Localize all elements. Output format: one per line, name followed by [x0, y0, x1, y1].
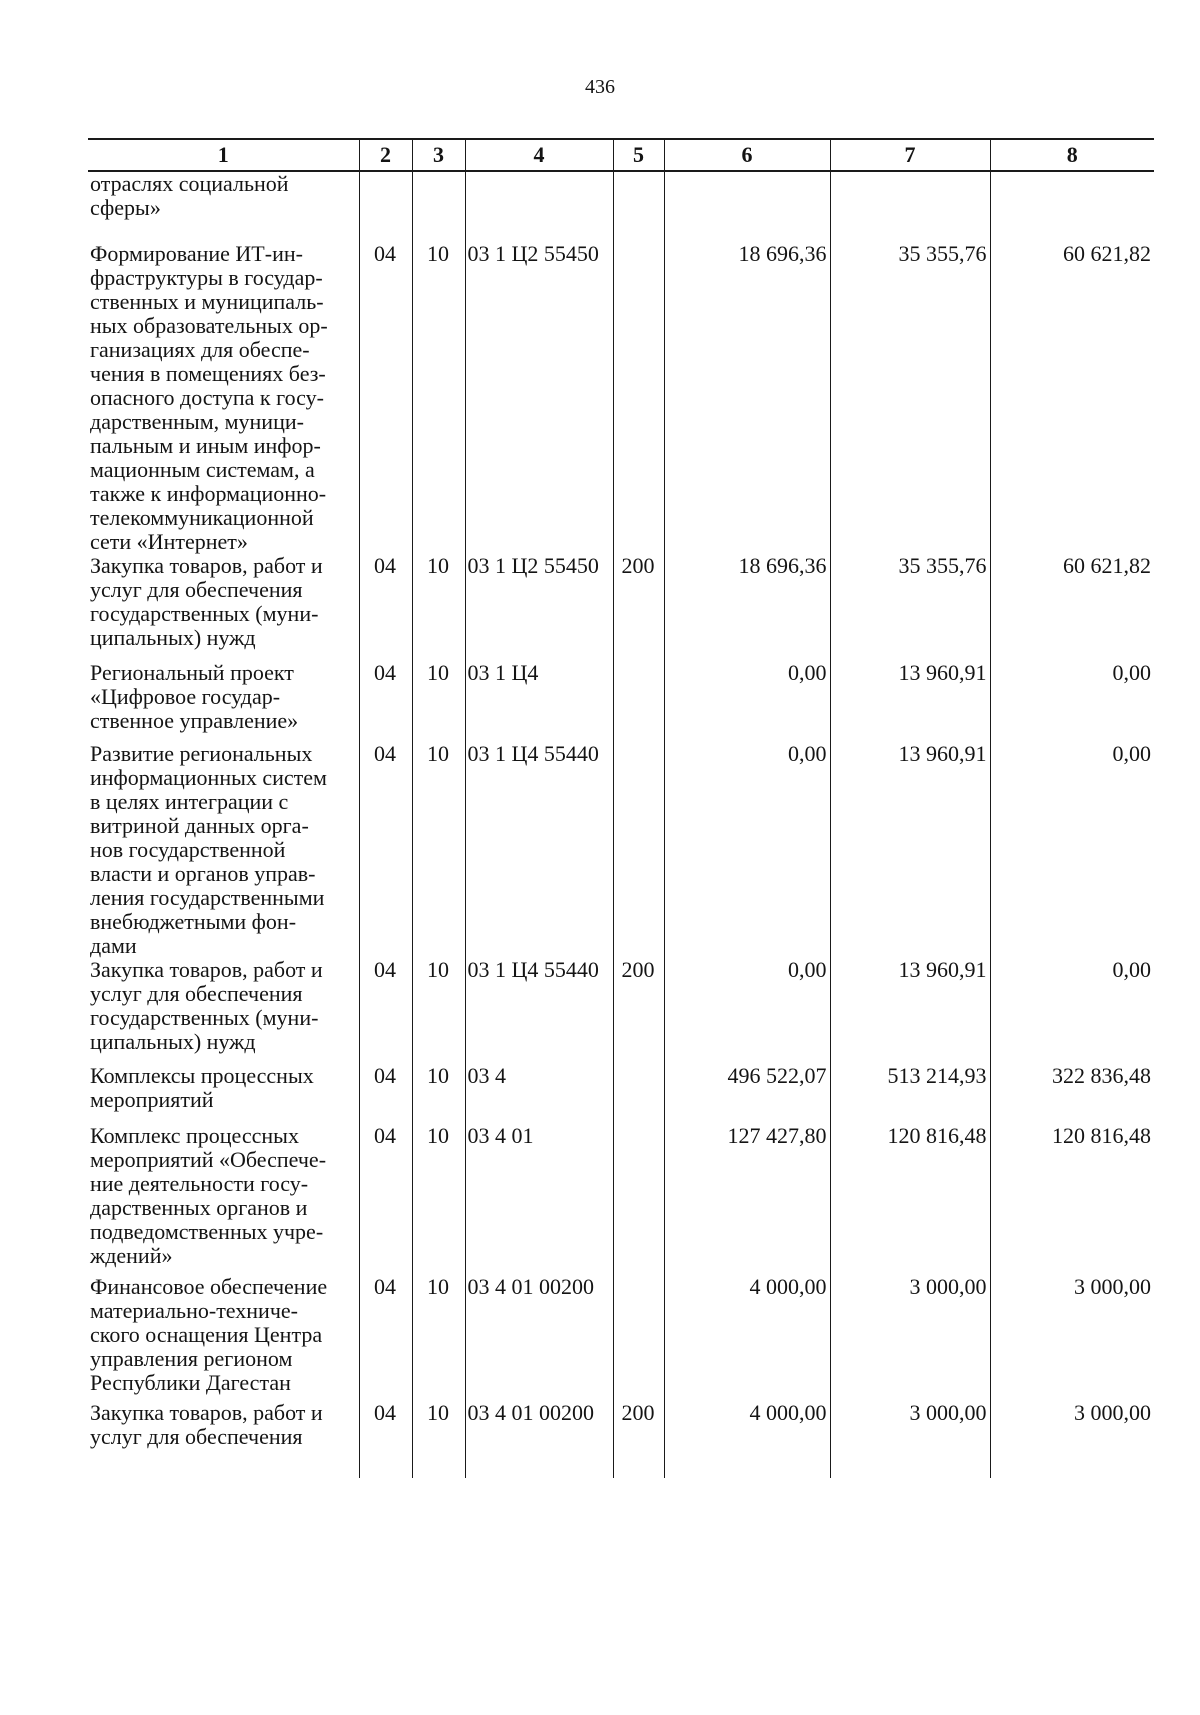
cell-col-6: 4 000,00: [664, 1401, 830, 1478]
row-name-line: информационных систем: [90, 765, 327, 790]
cell-col-6: 0,00: [664, 742, 830, 958]
row-name: [88, 554, 359, 661]
cell-col-3: 10: [412, 554, 465, 661]
table-row: [88, 1275, 1154, 1401]
cell-col-5: [613, 742, 664, 958]
cell-col-6: 0,00: [664, 661, 830, 742]
row-name-line: Республики Дагестан: [90, 1370, 291, 1395]
row-name-line: в целях интеграции с: [90, 789, 289, 814]
row-name-line: услуг для обеспечения: [90, 1424, 303, 1449]
row-name: [88, 171, 359, 242]
cell-col-2: [359, 171, 412, 242]
row-name-line: ственных и муниципаль-: [90, 289, 324, 314]
cell-col-7: 13 960,91: [830, 958, 990, 1064]
cell-col-8: 0,00: [990, 661, 1154, 742]
row-name-line: ского оснащения Центра: [90, 1322, 323, 1347]
row-name-line: Развитие региональных: [90, 741, 313, 766]
row-name: [88, 1401, 359, 1478]
row-name-line: сферы»: [90, 195, 161, 220]
header-col-8: 8: [990, 139, 1154, 171]
row-name: [88, 1064, 359, 1124]
header-col-6: 6: [664, 139, 830, 171]
table-row: [88, 171, 1154, 242]
cell-col-8: 60 621,82: [990, 554, 1154, 661]
cell-col-8: 0,00: [990, 742, 1154, 958]
cell-col-8: 3 000,00: [990, 1401, 1154, 1478]
row-name-line: фраструктуры в государ-: [90, 265, 323, 290]
cell-col-4: 03 1 Ц2 55450: [465, 242, 613, 554]
budget-table: [88, 138, 1154, 1478]
cell-col-4: 03 4 01 00200: [465, 1275, 613, 1401]
table-row: [88, 554, 1154, 661]
cell-col-3: 10: [412, 242, 465, 554]
table-row: [88, 1401, 1154, 1478]
cell-col-5: 200: [613, 1401, 664, 1478]
table-row: [88, 1124, 1154, 1275]
cell-col-4: 03 1 Ц4: [465, 661, 613, 742]
row-name-line: ственное управление»: [90, 708, 299, 733]
cell-col-8: 3 000,00: [990, 1275, 1154, 1401]
row-name-line: мероприятий «Обеспече-: [90, 1147, 327, 1172]
cell-col-6: 18 696,36: [664, 554, 830, 661]
cell-col-5: [613, 242, 664, 554]
cell-col-6: 496 522,07: [664, 1064, 830, 1124]
cell-col-6: 4 000,00: [664, 1275, 830, 1401]
cell-col-7: 513 214,93: [830, 1064, 990, 1124]
row-name-line: Комплексы процессных: [90, 1063, 314, 1088]
cell-col-6: [664, 171, 830, 242]
row-name-line: Финансовое обеспечение: [90, 1274, 328, 1299]
row-name-line: Формирование ИТ-ин-: [90, 241, 303, 266]
cell-col-5: [613, 1124, 664, 1275]
row-name-line: услуг для обеспечения: [90, 577, 303, 602]
cell-col-2: 04: [359, 661, 412, 742]
table-row: [88, 958, 1154, 1064]
header-col-1: 1: [88, 139, 359, 171]
row-name-line: ципальных) нужд: [90, 625, 256, 650]
cell-col-8: [990, 171, 1154, 242]
row-name-line: мационным системам, а: [90, 457, 315, 482]
cell-col-8: 60 621,82: [990, 242, 1154, 554]
row-name: [88, 958, 359, 1064]
cell-col-3: 10: [412, 1401, 465, 1478]
cell-col-7: 13 960,91: [830, 661, 990, 742]
row-name-line: ганизациях для обеспе-: [90, 337, 310, 362]
row-name: [88, 242, 359, 554]
cell-col-3: 10: [412, 742, 465, 958]
row-name-line: телекоммуникационной: [90, 505, 314, 530]
cell-col-3: 10: [412, 1275, 465, 1401]
cell-col-3: 10: [412, 1064, 465, 1124]
cell-col-7: 120 816,48: [830, 1124, 990, 1275]
row-name-line: ние деятельности госу-: [90, 1171, 309, 1196]
table-row: [88, 1064, 1154, 1124]
row-name-line: государственных (муни-: [90, 601, 319, 626]
cell-col-5: [613, 1275, 664, 1401]
row-name-line: управления регионом: [90, 1346, 293, 1371]
table-row: [88, 242, 1154, 554]
table-body: [88, 171, 1154, 1478]
cell-col-7: [830, 171, 990, 242]
row-name-line: отраслях социальной: [90, 171, 289, 196]
row-name-line: пальным и иным инфор-: [90, 433, 321, 458]
row-name-line: ления государственными: [90, 885, 325, 910]
header-col-3: 3: [412, 139, 465, 171]
cell-col-2: 04: [359, 1064, 412, 1124]
row-name-line: мероприятий: [90, 1087, 214, 1112]
row-name-line: Закупка товаров, работ и: [90, 1400, 323, 1425]
table-row: [88, 661, 1154, 742]
cell-col-4: 03 1 Ц4 55440: [465, 742, 613, 958]
cell-col-4: 03 1 Ц4 55440: [465, 958, 613, 1064]
row-name-line: государственных (муни-: [90, 1005, 319, 1030]
cell-col-4: 03 1 Ц2 55450: [465, 554, 613, 661]
page-number: 436: [585, 76, 615, 98]
row-name-line: внебюджетными фон-: [90, 909, 297, 934]
cell-col-8: 0,00: [990, 958, 1154, 1064]
row-name-line: опасного доступа к госу-: [90, 385, 324, 410]
cell-col-4: 03 4 01 00200: [465, 1401, 613, 1478]
cell-col-3: 10: [412, 958, 465, 1064]
row-name-line: также к информационно-: [90, 481, 327, 506]
cell-col-5: 200: [613, 958, 664, 1064]
row-name-line: услуг для обеспечения: [90, 981, 303, 1006]
cell-col-3: 10: [412, 1124, 465, 1275]
row-name-line: ципальных) нужд: [90, 1029, 256, 1054]
row-name: [88, 1275, 359, 1401]
cell-col-6: 0,00: [664, 958, 830, 1064]
header-col-4: 4: [465, 139, 613, 171]
cell-col-7: 35 355,76: [830, 554, 990, 661]
cell-col-2: 04: [359, 554, 412, 661]
cell-col-7: 3 000,00: [830, 1275, 990, 1401]
row-name-line: дарственных органов и: [90, 1195, 308, 1220]
header-col-2: 2: [359, 139, 412, 171]
cell-col-4: 03 4 01: [465, 1124, 613, 1275]
row-name-line: подведомственных учре-: [90, 1219, 324, 1244]
cell-col-2: 04: [359, 242, 412, 554]
row-name: [88, 661, 359, 742]
row-name-line: Закупка товаров, работ и: [90, 957, 323, 982]
table-row: [88, 742, 1154, 958]
row-name-line: дарственным, муници-: [90, 409, 304, 434]
row-name: [88, 1124, 359, 1275]
cell-col-2: 04: [359, 1275, 412, 1401]
cell-col-5: [613, 171, 664, 242]
row-name-line: ждений»: [90, 1243, 173, 1268]
cell-col-7: 13 960,91: [830, 742, 990, 958]
cell-col-4: [465, 171, 613, 242]
cell-col-5: 200: [613, 554, 664, 661]
row-name-line: сети «Интернет»: [90, 529, 248, 554]
row-name-line: власти и органов управ-: [90, 861, 316, 886]
row-name-line: дами: [90, 933, 137, 958]
cell-col-6: 127 427,80: [664, 1124, 830, 1275]
cell-col-5: [613, 661, 664, 742]
cell-col-2: 04: [359, 1401, 412, 1478]
cell-col-7: 3 000,00: [830, 1401, 990, 1478]
row-name-line: Комплекс процессных: [90, 1123, 299, 1148]
cell-col-8: 120 816,48: [990, 1124, 1154, 1275]
header-col-7: 7: [830, 139, 990, 171]
cell-col-2: 04: [359, 1124, 412, 1275]
cell-col-6: 18 696,36: [664, 242, 830, 554]
row-name-line: витриной данных орга-: [90, 813, 309, 838]
header-row: [88, 139, 1154, 171]
header-col-5: 5: [613, 139, 664, 171]
cell-col-4: 03 4: [465, 1064, 613, 1124]
row-name-line: нов государственной: [90, 837, 286, 862]
cell-col-2: 04: [359, 742, 412, 958]
cell-col-5: [613, 1064, 664, 1124]
row-name-line: «Цифровое государ-: [90, 684, 281, 709]
row-name-line: чения в помещениях без-: [90, 361, 326, 386]
cell-col-3: [412, 171, 465, 242]
cell-col-2: 04: [359, 958, 412, 1064]
row-name-line: ных образовательных ор-: [90, 313, 328, 338]
cell-col-7: 35 355,76: [830, 242, 990, 554]
row-name-line: Закупка товаров, работ и: [90, 553, 323, 578]
row-name: [88, 742, 359, 958]
row-name-line: Региональный проект: [90, 660, 294, 685]
cell-col-8: 322 836,48: [990, 1064, 1154, 1124]
row-name-line: материально-техниче-: [90, 1298, 298, 1323]
cell-col-3: 10: [412, 661, 465, 742]
